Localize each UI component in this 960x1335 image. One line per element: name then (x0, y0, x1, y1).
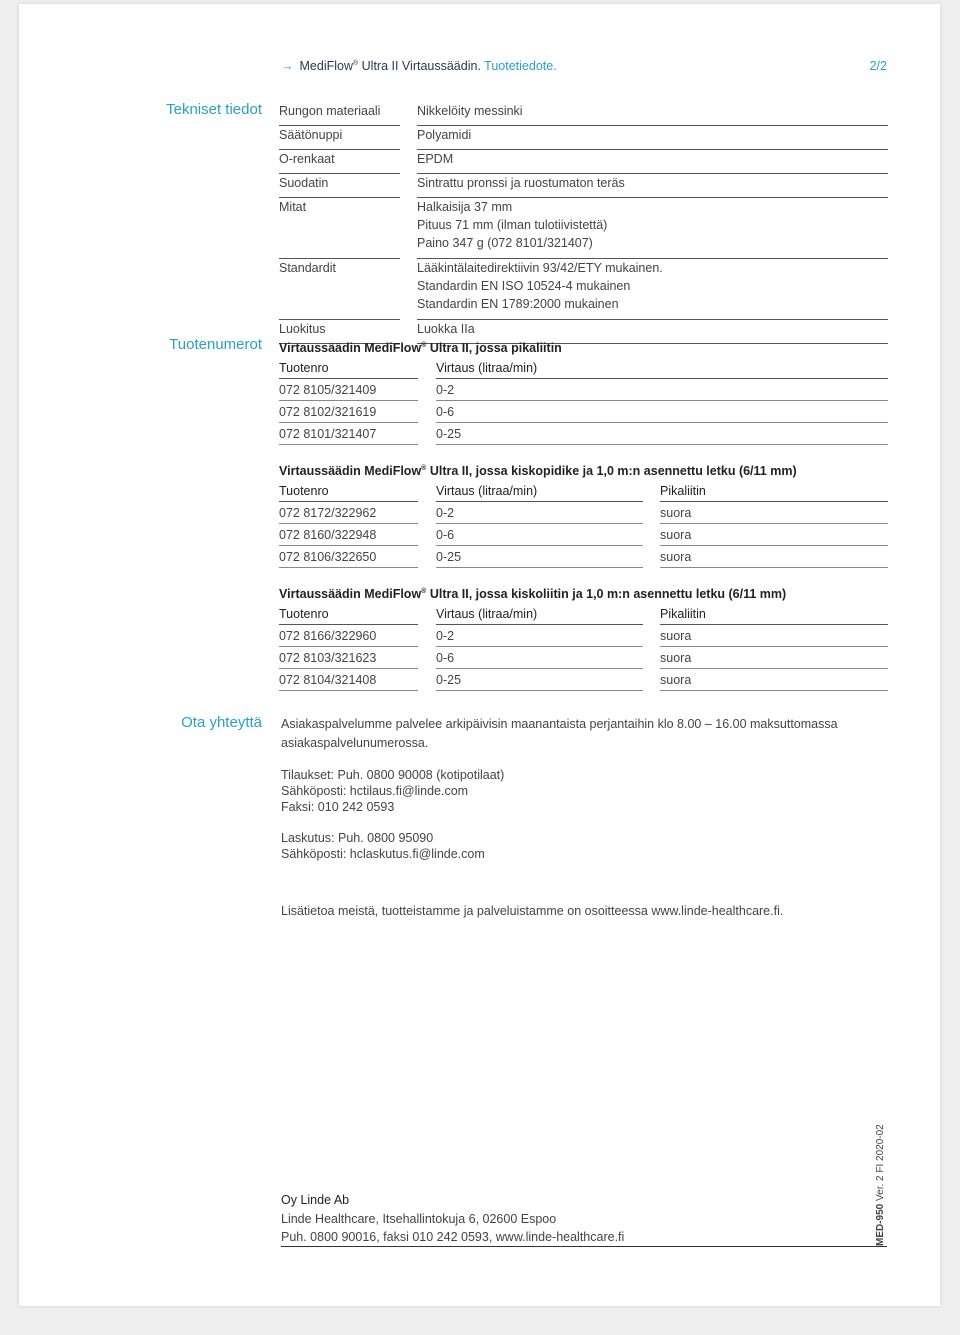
table-cell: suora (660, 526, 888, 546)
spec-value-block (417, 126, 888, 150)
table-cell: suora (660, 504, 888, 524)
table-cell: 072 8101/321407 (279, 425, 418, 445)
footer-phone: Puh. 0800 90016, faksi 010 242 0593, www.linde-healthcare.fi (281, 1230, 625, 1244)
table-header-cell: Virtaus (litraa/min) (436, 482, 643, 502)
table-cell: 072 8103/321623 (279, 649, 418, 669)
spec-label: Suodatin (279, 174, 400, 198)
table-header-cell: Tuotenro (279, 605, 418, 625)
section-label-contact: Ota yhteyttä (181, 714, 262, 731)
group-title-post: Ultra II, jossa kiskopidike ja 1,0 m:n asennettu letku (6/11 mm) (426, 464, 797, 479)
group-title-post: Ultra II, jossa kiskoliitin ja 1,0 m:n asennettu letku (6/11 mm) (426, 587, 787, 602)
spec-value-block (417, 150, 888, 174)
table-cell: 0-6 (436, 649, 643, 669)
group-title-post: Ultra II, jossa pikaliitin (426, 341, 562, 356)
spec-label: Säätönuppi (279, 126, 400, 150)
spec-value-line: Halkaisija 37 mm (417, 200, 513, 214)
product-group-title (279, 337, 899, 357)
spec-value-line: Paino 347 g (072 8101/321407) (417, 236, 593, 250)
header-product: Ultra II Virtaussäädin. (358, 59, 481, 73)
table-cell: 0-25 (436, 425, 888, 445)
table-header-cell: Tuotenro (279, 359, 418, 379)
table-cell: 0-25 (436, 671, 643, 691)
table-cell: 072 8172/322962 (279, 504, 418, 524)
spec-value-line: Standardin EN ISO 10524-4 mukainen (417, 279, 631, 293)
table-cell: 0-6 (436, 403, 888, 423)
table-cell: 072 8160/322948 (279, 526, 418, 546)
group-title-reg: ® (421, 465, 427, 472)
footer-company: Oy Linde Ab (281, 1193, 350, 1207)
table-header-cell: Virtaus (litraa/min) (436, 605, 643, 625)
spec-value-line: Polyamidi (417, 128, 472, 142)
table-header-cell: Virtaus (litraa/min) (436, 359, 888, 379)
spec-label: Luokitus (279, 320, 400, 344)
section-label-tech: Tekniset tiedot (166, 101, 262, 118)
spec-value-line: Standardin EN 1789:2000 mukainen (417, 297, 619, 311)
table-header-cell: Pikaliitin (660, 605, 888, 625)
table-cell: suora (660, 649, 888, 669)
document-page (19, 4, 940, 1306)
section-label-products: Tuotenumerot (169, 336, 262, 353)
table-cell: 0-25 (436, 548, 643, 568)
document-code (875, 1124, 886, 1246)
spec-value-block (417, 198, 888, 259)
table-cell: 072 8105/321409 (279, 381, 418, 401)
header-doc-type: Tuotetiedote. (484, 59, 557, 73)
spec-value-line: Pituus 71 mm (ilman tulotiivistettä) (417, 218, 608, 232)
header-brand: MediFlow (299, 59, 353, 73)
group-title-pre: Virtaussäädin MediFlow (279, 341, 422, 356)
spec-value-block (417, 259, 888, 320)
arrow-right-icon: → (281, 59, 294, 73)
group-title-reg: ® (421, 342, 427, 349)
spec-value-line: Luokka IIa (417, 322, 475, 336)
group-title-pre: Virtaussäädin MediFlow (279, 587, 422, 602)
spec-label: Mitat (279, 198, 400, 259)
page-number: 2/2 (869, 59, 887, 73)
table-cell: suora (660, 548, 888, 568)
spec-value-line: Lääkintälaitedirektiivin 93/42/ETY mukainen. (417, 261, 663, 275)
page-header (281, 59, 887, 73)
table-cell: 0-2 (436, 381, 888, 401)
table-header-cell: Pikaliitin (660, 482, 888, 502)
spec-label: O-renkaat (279, 150, 400, 174)
footer-rule (281, 1246, 887, 1247)
spec-value-block (417, 102, 888, 126)
contact-intro-1: Asiakaspalvelumme palvelee arkipäivisin maanantaista perjantaihin klo 8.00 – 16.00 maksuttomassa (281, 717, 838, 731)
orders-email: Sähköposti: hctilaus.fi@linde.com (281, 784, 469, 798)
table-cell: 0-2 (436, 504, 643, 524)
spec-value-line: Nikkelöity messinki (417, 104, 523, 118)
table-cell: 072 8104/321408 (279, 671, 418, 691)
table-header-cell: Tuotenro (279, 482, 418, 502)
header-reg: ® (353, 59, 359, 67)
spec-value-line: EPDM (417, 152, 454, 166)
table-cell: 072 8106/322650 (279, 548, 418, 568)
spec-label: Standardit (279, 259, 400, 320)
table-cell: 0-2 (436, 627, 643, 647)
product-group-title (279, 583, 899, 603)
product-group-title (279, 460, 899, 480)
group-title-reg: ® (421, 588, 427, 595)
table-cell: 072 8102/321619 (279, 403, 418, 423)
contact-intro-2: asiakaspalvelunumerossa. (281, 736, 429, 750)
group-title-pre: Virtaussäädin MediFlow (279, 464, 422, 479)
document-code-bold: MED-950 (875, 1203, 886, 1246)
orders-fax: Faksi: 010 242 0593 (281, 800, 395, 814)
footer-address: Linde Healthcare, Itsehallintokuja 6, 02600 Espoo (281, 1212, 557, 1226)
spec-label: Rungon materiaali (279, 102, 400, 126)
spec-value-block (417, 174, 888, 198)
table-cell: 072 8166/322960 (279, 627, 418, 647)
orders-phone: Tilaukset: Puh. 0800 90008 (kotipotilaat) (281, 768, 505, 782)
table-cell: 0-6 (436, 526, 643, 546)
billing-phone: Laskutus: Puh. 0800 95090 (281, 831, 434, 845)
more-info: Lisätietoa meistä, tuotteistamme ja palveluistamme on osoitteessa www.linde-healthcare.fi. (281, 904, 784, 918)
document-code-rest: Ver. 2 FI 2020-02 (875, 1124, 886, 1204)
table-cell: suora (660, 627, 888, 647)
table-cell: suora (660, 671, 888, 691)
billing-email: Sähköposti: hclaskutus.fi@linde.com (281, 847, 485, 861)
spec-value-line: Sintrattu pronssi ja ruostumaton teräs (417, 176, 625, 190)
